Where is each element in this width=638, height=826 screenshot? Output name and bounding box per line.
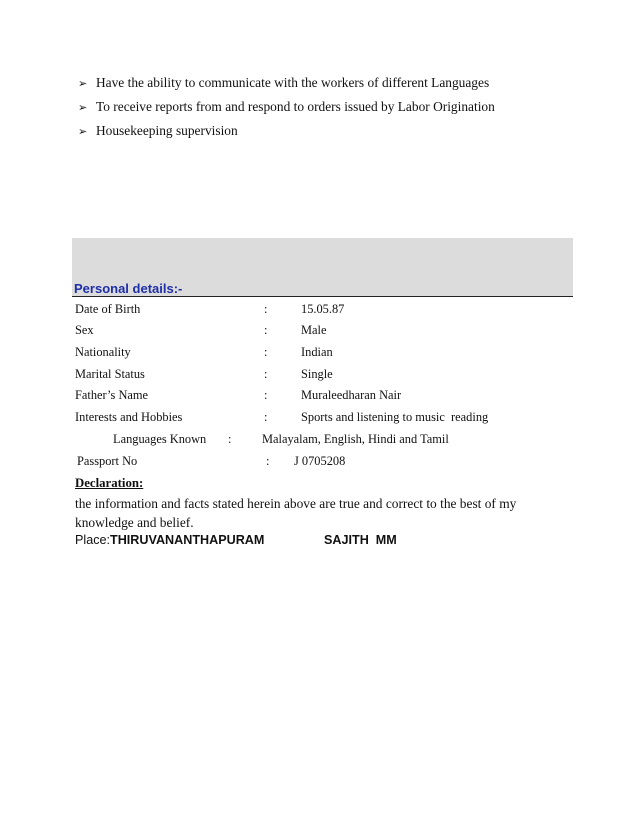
detail-label: Languages Known xyxy=(113,432,207,446)
detail-value: Male xyxy=(301,323,327,337)
detail-value: Single xyxy=(301,367,333,381)
detail-row-sex xyxy=(0,320,638,340)
detail-value: Muraleedharan Nair xyxy=(301,388,402,402)
declaration-heading: Declaration: xyxy=(75,476,144,490)
detail-label: Father’s Name xyxy=(75,388,149,402)
personal-details-heading: Personal details:- xyxy=(74,281,183,296)
place-value: THIRUVANANTHAPURAM xyxy=(110,533,265,547)
list-item-text: Housekeeping supervision xyxy=(96,123,238,138)
detail-label: Interests and Hobbies xyxy=(75,410,183,424)
detail-value: J 0705208 xyxy=(294,454,346,468)
detail-row-marital-status xyxy=(0,364,638,384)
detail-label: Date of Birth xyxy=(75,302,141,316)
detail-label: Sex xyxy=(75,323,94,337)
detail-separator: : xyxy=(228,432,232,446)
detail-row-nationality xyxy=(0,342,638,362)
list-item-text: Have the ability to communicate with the workers of different Languages xyxy=(96,75,490,90)
place-label: Place: xyxy=(75,533,111,547)
detail-label: Marital Status xyxy=(75,367,145,381)
detail-row-passport xyxy=(0,451,638,471)
arrow-bullet-icon: ➢ xyxy=(78,77,88,90)
detail-separator: : xyxy=(264,345,268,359)
detail-separator: : xyxy=(264,367,268,381)
detail-value: Malayalam, English, Hindi and Tamil xyxy=(262,432,449,446)
detail-row-interests xyxy=(0,407,638,427)
detail-row-fathers-name xyxy=(0,385,638,405)
applicant-name: SAJITH MM xyxy=(324,533,397,547)
detail-value: Indian xyxy=(301,345,333,359)
list-item-text: To receive reports from and respond to orders issued by Labor Origination xyxy=(96,99,495,114)
arrow-bullet-icon: ➢ xyxy=(78,125,88,138)
detail-separator: : xyxy=(264,388,268,402)
detail-value: 15.05.87 xyxy=(301,302,345,316)
detail-separator: : xyxy=(264,410,268,424)
detail-separator: : xyxy=(264,323,268,337)
detail-separator: : xyxy=(264,302,268,316)
declaration-text: the information and facts stated herein above are true and correct to the best of my knowledge and belief. xyxy=(75,496,517,530)
detail-row-dob xyxy=(0,299,638,319)
detail-row-languages xyxy=(0,429,638,449)
place-line xyxy=(75,532,264,548)
arrow-bullet-icon: ➢ xyxy=(78,101,88,114)
detail-separator: : xyxy=(266,454,270,468)
detail-value: Sports and listening to music reading xyxy=(301,410,489,424)
detail-label: Passport No xyxy=(77,454,138,468)
detail-label: Nationality xyxy=(75,345,131,359)
